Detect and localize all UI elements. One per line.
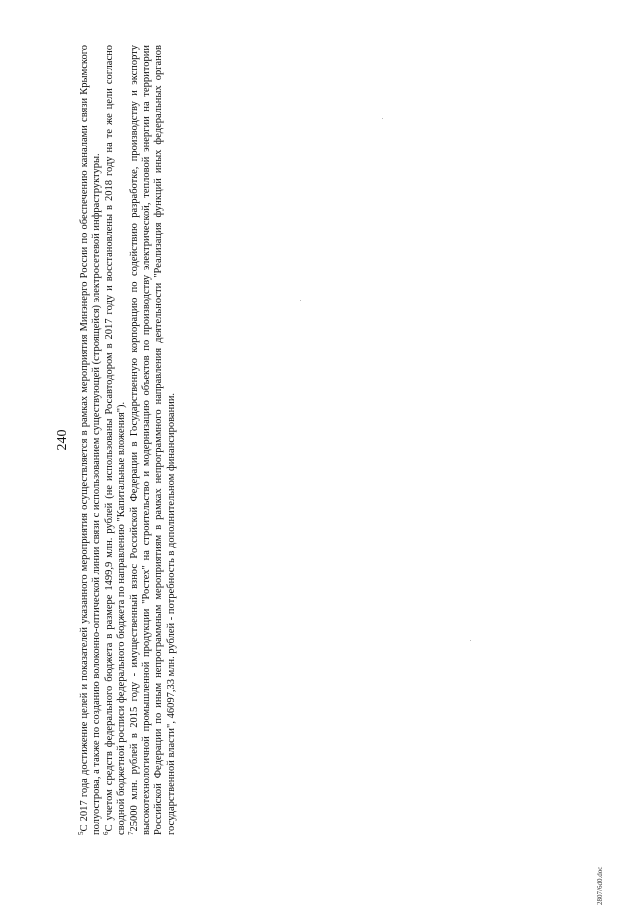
file-name: 2807/6d0.doc bbox=[596, 866, 604, 905]
footnotes bbox=[79, 45, 178, 835]
footnote-text: 25000 млн. рублей в 2015 году - имущественный взнос Российской Федерации в Государственную корпорацию по содействию разработке, производству и экспорту высокотехнологичной промышленной продукции "Ростех" на строительство и модернизацию объектов по производству электрической, тепловой энергии на территории Российской Федерации по иным непрограммным мероприятиям в рамках непрограммного направления деятельности "Реализация функций иных федеральных органов государственной власти", 46097,33 млн. рублей - потребность в дополнительном финансировании. bbox=[128, 45, 177, 835]
footnote-text: С 2017 года достижение целей и показателей указанного мероприятия осуществляется в рамках мероприятия Минэнерго России по обеспечению каналами связи Крымского полуострова, а также по созданию волоконно-оптической линии связи с использованием существующей (строящейся) электросетевой инфраструктуры. bbox=[79, 45, 103, 835]
rotated-page bbox=[55, 45, 215, 835]
footnote-text: С учетом средств федерального бюджета в размере 1499,9 млн. рублей (не использованы Росавтодором в 2017 году и восстановлены в 2018 году на те же цели согласно сводной бюджетной росписи федерального бюджета по направлению "Капитальные вложения"). bbox=[103, 45, 128, 835]
scan-speck bbox=[300, 300, 301, 301]
footnote-mark: 7 bbox=[126, 831, 135, 835]
page-number: 240 bbox=[55, 429, 70, 451]
footnote-5 bbox=[79, 45, 104, 835]
scan-speck bbox=[470, 640, 471, 641]
footnote-mark: 6 bbox=[101, 831, 110, 835]
footnote-7 bbox=[126, 45, 179, 835]
footnote-mark: 5 bbox=[77, 831, 85, 835]
scan-speck bbox=[382, 118, 383, 119]
footnote-6 bbox=[101, 45, 129, 835]
